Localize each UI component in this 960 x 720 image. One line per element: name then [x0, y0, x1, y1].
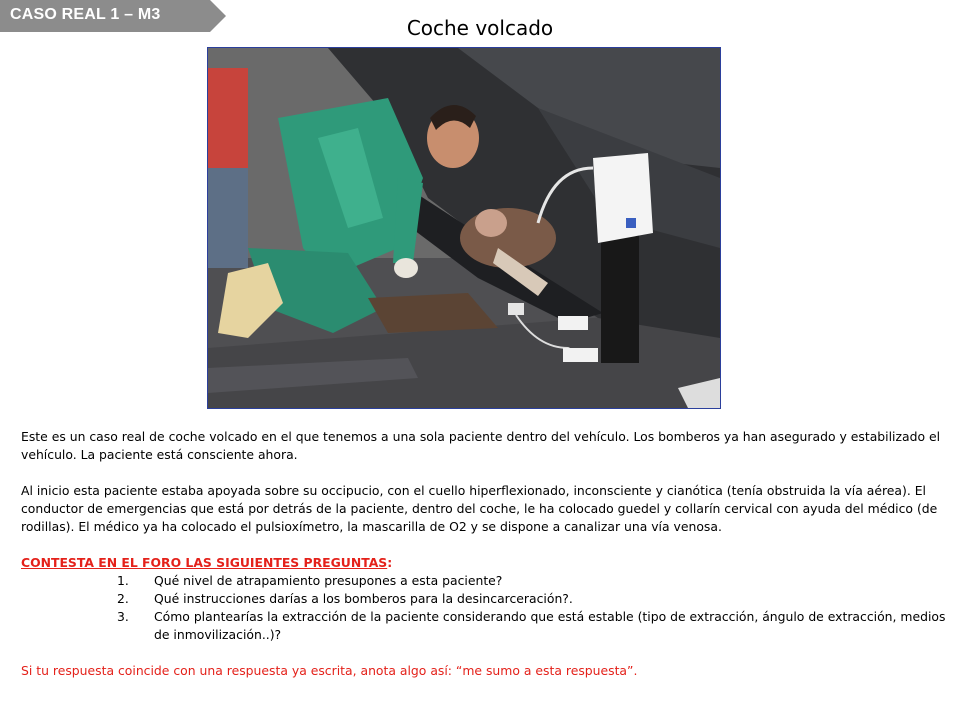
- questions-heading: [21, 554, 946, 572]
- question-item: [21, 590, 946, 608]
- photo-illustration: [208, 48, 720, 408]
- question-item: [21, 608, 946, 644]
- question-text: Qué instrucciones darías a los bomberos para la desincarceración?.: [154, 591, 573, 606]
- question-text: Qué nivel de atrapamiento presupones a esta paciente?: [154, 573, 503, 588]
- paragraph-intro: Este es un caso real de coche volcado en el que tenemos a una sola paciente dentro del vehículo. Los bomberos ya han asegurado y estabilizado el vehículo. La paciente está consciente ahora.: [21, 429, 941, 462]
- question-text: Cómo plantearías la extracción de la paciente considerando que está estable (tipo de extracción, ángulo de extracción, medios de inmovilización..)?: [154, 609, 946, 642]
- footer-note: Si tu respuesta coincide con una respuesta ya escrita, anota algo así: “me sumo a esta respuesta”.: [21, 663, 638, 678]
- questions-list: [21, 572, 946, 644]
- paragraph-details: Al inicio esta paciente estaba apoyada sobre su occipucio, con el cuello hiperflexionado, inconsciente y cianótica (tenía obstruida la vía aérea). El conductor de emergencias que está por detrás de la paciente, dentro del coche, le ha colocado guedel y collarín cervical con ayuda del médico (de rodillas). El médico ya ha colocado el pulsioxímetro, la mascarilla de O2 y se dispone a canalizar una vía venosa.: [21, 483, 938, 534]
- questions-heading-text: CONTESTA EN EL FORO LAS SIGUIENTES PREGUNTAS: [21, 555, 388, 570]
- question-number: 2.: [117, 591, 129, 606]
- question-number: 3.: [117, 609, 129, 624]
- rescue-scene-photo: [207, 47, 721, 409]
- tag-label: CASO REAL 1 – M3: [10, 6, 161, 23]
- page-title: Coche volcado: [406, 16, 554, 40]
- question-number: 1.: [117, 573, 129, 588]
- question-item: [21, 572, 946, 590]
- case-description: [21, 428, 946, 680]
- questions-heading-colon: :: [387, 555, 393, 570]
